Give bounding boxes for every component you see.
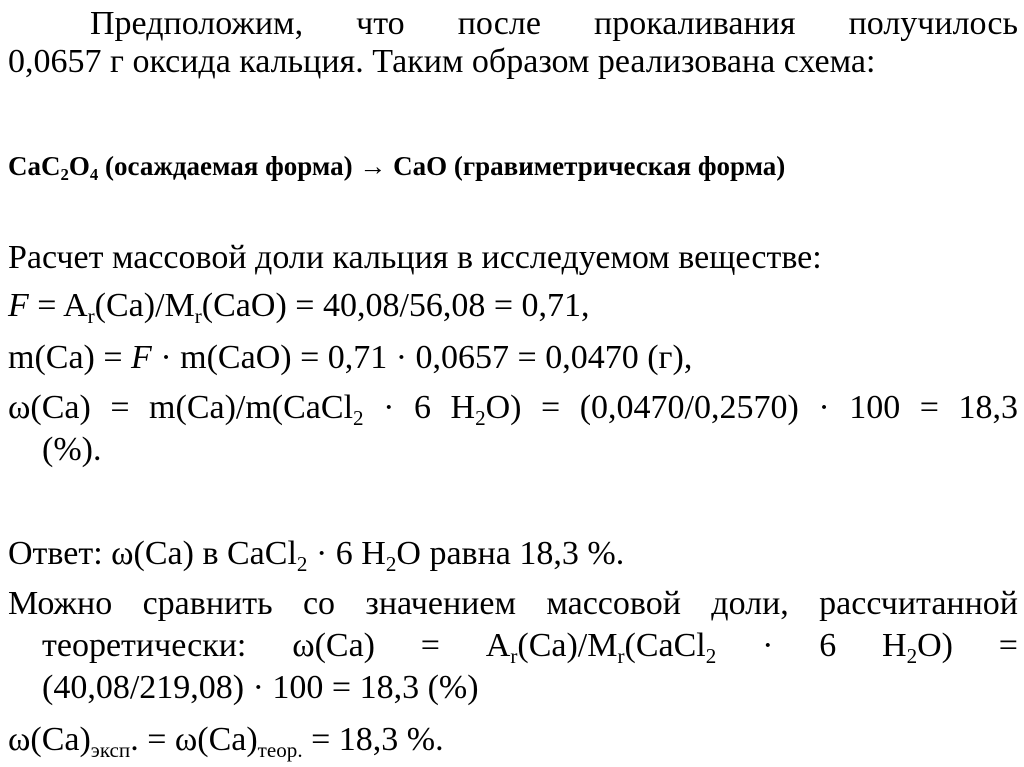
- formula-f-sub-b: r: [194, 303, 202, 328]
- compare-l2-sub-a: r: [510, 643, 518, 668]
- answer-line: [8, 535, 1018, 576]
- formula-m-var: F: [131, 339, 152, 376]
- scheme-line: [8, 148, 1018, 184]
- final-line: [8, 721, 1018, 762]
- final-sub-a: эксп: [90, 737, 131, 762]
- final-sub-b: теор.: [257, 737, 303, 762]
- formula-omega-a: ω(Ca) = m(Ca)/m(CaCl: [8, 389, 354, 426]
- formula-f-sub-a: r: [87, 303, 95, 328]
- formula-f-b: (Ca)/M: [94, 287, 195, 324]
- answer-c: O равна 18,3 %.: [396, 535, 625, 572]
- compare-l2-c: (CaCl: [624, 627, 706, 664]
- formula-omega-b: · 6 H: [363, 389, 476, 426]
- scheme-sub1: 2: [60, 165, 69, 185]
- formula-m: [8, 340, 1018, 376]
- scheme-pre: CaC: [8, 151, 61, 181]
- compare-l2-d: · 6 H: [716, 627, 907, 664]
- paragraph-line-2: 0,0657 г оксида кальция. Таким образом реализована схема:: [8, 43, 876, 80]
- formula-omega: [8, 389, 1018, 430]
- compare-l2-sub-c: 2: [705, 643, 717, 668]
- answer-sub-b: 2: [385, 551, 397, 576]
- f-variable: F: [8, 287, 29, 324]
- formula-omega-cont: (%).: [42, 431, 102, 468]
- formula-m-b: · m(CaO) = 0,71 · 0,0657 = 0,0470 (г),: [151, 339, 693, 376]
- calc-heading: Расчет массовой доли кальция в исследуемом веществе:: [8, 239, 822, 276]
- final-c: = 18,3 %.: [302, 721, 444, 758]
- answer-b: · 6 H: [307, 535, 386, 572]
- compare-l2-sub-b: r: [617, 643, 625, 668]
- compare-l2-b: (Ca)/M: [517, 627, 618, 664]
- final-b: . = ω(Ca): [130, 721, 258, 758]
- formula-f-a: = A: [28, 287, 88, 324]
- formula-omega-sub-b: 2: [475, 405, 486, 430]
- scheme-sub2: 4: [89, 165, 99, 185]
- compare-line-1: Можно сравнить со значением массовой доли, рассчитанной: [8, 585, 1018, 622]
- answer-a: Ответ: ω(Ca) в CaCl: [8, 535, 297, 572]
- compare-l2-e: O) =: [917, 627, 1018, 664]
- compare-line-2: [42, 627, 1018, 668]
- final-a: ω(Ca): [8, 721, 91, 758]
- compare-l2-a: теоретически: ω(Ca) = A: [42, 627, 511, 664]
- formula-m-a: m(Ca) =: [8, 339, 132, 376]
- scheme-post: (осаждаемая форма) → CaO (гравиметрическая форма): [98, 151, 786, 181]
- formula-f: [8, 287, 1018, 328]
- compare-line-3: (40,08/219,08) · 100 = 18,3 (%): [42, 669, 479, 706]
- compare-l2-sub-d: 2: [906, 643, 918, 668]
- formula-omega-sub-a: 2: [353, 405, 364, 430]
- scheme-mid: O: [68, 151, 90, 181]
- formula-f-c: (CaO) = 40,08/56,08 = 0,71,: [201, 287, 590, 324]
- formula-omega-c: O) = (0,0470/0,2570) · 100 = 18,3: [485, 389, 1018, 426]
- answer-sub-a: 2: [296, 551, 308, 576]
- paragraph-line-1: Предположим, что после прокаливания получилось: [90, 5, 1018, 42]
